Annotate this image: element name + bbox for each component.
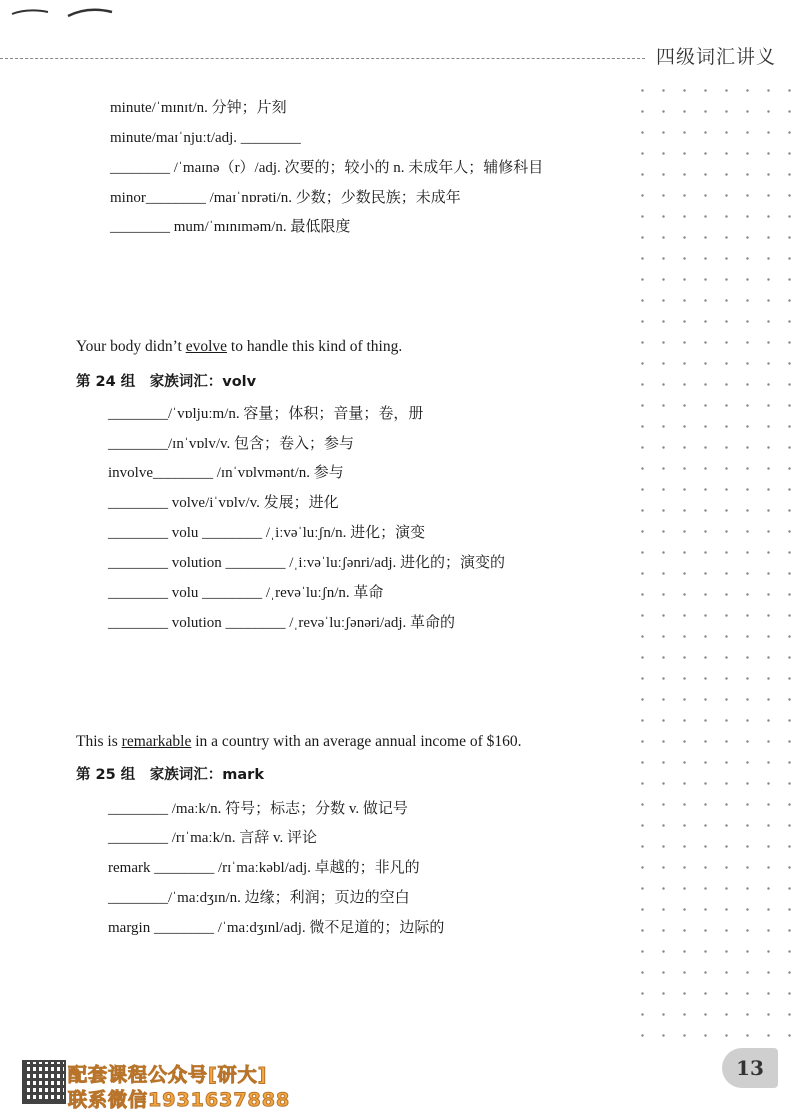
vocab-line: involve________ /ɪnˈvɒlvmənt/n. 参与: [108, 465, 344, 481]
vocab-line: minute/maɪˈnjuːt/adj. ________: [110, 130, 301, 146]
vocab-line: ________ volve/iˈvɒlv/v. 发展；进化: [108, 495, 339, 511]
promo-line: 配套课程公众号[研大]: [68, 1064, 268, 1086]
page-number: 13: [722, 1048, 778, 1088]
vocab-line: remark ________ /rɪˈmaːkəbl/adj. 卓越的；非凡的: [108, 860, 420, 876]
vocab-line: minor________ /maɪˈnɒrəti/n. 少数；少数民族；未成年: [110, 190, 461, 206]
sentence-keyword: evolve: [185, 338, 228, 355]
qr-code: [22, 1060, 66, 1104]
vocab-line: ________ volu ________ /ˌrevəˈluːʃn/n. 革命: [108, 585, 384, 601]
vocab-line: ________/ˈmaːdʒɪn/n. 边缘；利润；页边的空白: [108, 890, 410, 906]
example-sentence: [76, 337, 402, 357]
vocab-line: ________/ˈvɒljuːm/n. 容量；体积；音量；卷，册: [108, 406, 424, 422]
vocab-line: ________ volution ________ /ˌiːvəˈluːʃənri/adj. 进化的；演变的: [108, 555, 506, 571]
promo-line: 联系微信1931637888: [68, 1089, 291, 1111]
vocab-line: ________ /ˈmaɪnə（r）/adj. 次要的；较小的 n. 未成年人；辅修科目: [110, 160, 544, 176]
example-sentence: [76, 732, 522, 752]
header-rule: [0, 58, 645, 59]
sentence-text-after: in a country with an average annual income of $160.: [191, 733, 522, 750]
sentence-text-before: Your body didn’t: [76, 338, 186, 355]
corner-brush-mark: [8, 4, 118, 26]
vocab-line: minute/ˈmɪnɪt/n. 分钟；片刻: [110, 100, 287, 116]
vocab-line: ________/ɪnˈvɒlv/v. 包含；卷入；参与: [108, 436, 355, 452]
group-title: 第 25 组 家族词汇：mark: [76, 767, 264, 783]
vocab-line: ________ /maːk/n. 符号；标志；分数 v. 做记号: [108, 801, 408, 817]
vocab-line: margin ________ /ˈmaːdʒɪnl/adj. 微不足道的；边际的: [108, 920, 445, 936]
vocab-line: ________ volu ________ /ˌiːvəˈluːʃn/n. 进化；演变: [108, 525, 426, 541]
sentence-text-before: This is: [76, 733, 122, 750]
group-title: 第 24 组 家族词汇：volv: [76, 374, 257, 390]
vocab-line: ________ mum/ˈmɪnɪməm/n. 最低限度: [110, 219, 351, 235]
vocab-line: ________ /rɪˈmaːk/n. 言辞 v. 评论: [108, 830, 318, 846]
sentence-keyword: remarkable: [121, 733, 192, 750]
vocab-line: ________ volution ________ /ˌrevəˈluːʃənəri/adj. 革命的: [108, 615, 456, 631]
dot-grid-margin: [632, 80, 792, 1050]
sentence-text-after: to handle this kind of thing.: [227, 338, 403, 355]
page-header-title: 四级词汇讲义: [655, 46, 776, 68]
